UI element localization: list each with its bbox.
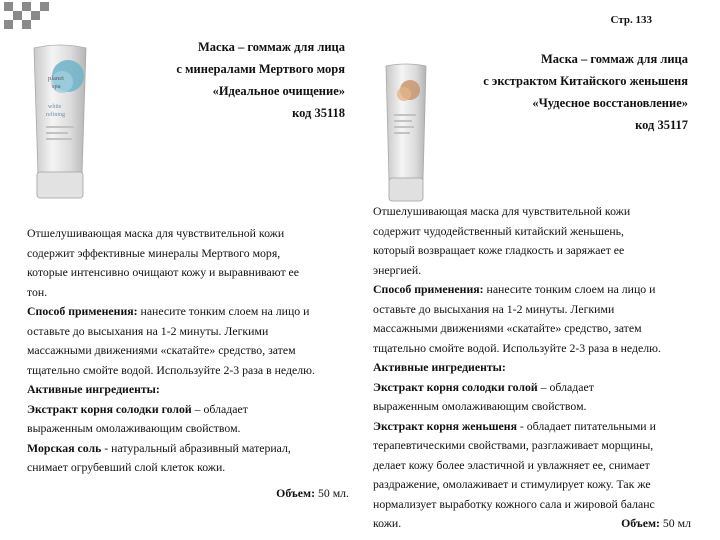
product-tube-image-ginseng	[380, 62, 432, 204]
description-line	[373, 202, 691, 222]
line-text: нанесите тонким слоем на лицо и	[483, 282, 656, 296]
bold-label: Способ применения:	[27, 304, 138, 318]
line-text: содержит эффективные минералы Мертвого моря,	[27, 245, 281, 260]
page-number: Стр. 133	[610, 14, 652, 26]
line-text: выраженным омолаживающим свойством.	[373, 399, 587, 413]
bold-label: Способ применения:	[373, 282, 484, 296]
line-text: содержит чудодейственный китайский женьшень,	[373, 223, 624, 238]
description-line	[27, 400, 349, 420]
line-text: тон.	[27, 284, 48, 299]
line-text: – обладает	[537, 379, 594, 394]
line-text: Отшелушивающая маска для чувствительной кожи	[373, 204, 631, 218]
description-line	[27, 244, 349, 264]
description-line	[373, 378, 691, 398]
line-text: оставьте до высыхания на 1-2 минуты. Легкими	[27, 323, 269, 338]
product-left-title	[105, 36, 345, 124]
description-line	[373, 417, 691, 437]
line-text: массажными движениями «скатайте» средство, затем	[373, 321, 642, 335]
product-right-title-line-2: с экстрактом Китайского женьшеня	[483, 74, 688, 88]
product-left-description	[27, 224, 349, 503]
description-line	[373, 436, 691, 456]
description-line	[373, 495, 691, 515]
volume-label: Объем:	[276, 485, 315, 500]
description-line	[373, 339, 691, 359]
description-line	[373, 241, 691, 261]
description-line	[27, 419, 349, 439]
product-left-title-line-1: Маска – гоммаж для лица	[197, 40, 345, 54]
volume-value: 50 мл	[659, 516, 691, 530]
tube-label-line-1: planet	[48, 75, 64, 82]
line-text: - обладает питательными и	[516, 418, 656, 433]
description-line	[27, 341, 349, 361]
line-text: нанесите тонким слоем на лицо и	[137, 304, 310, 318]
description-line	[373, 475, 691, 495]
bold-label: Активные ингредиенты:	[373, 360, 506, 374]
line-text: – обладает	[191, 401, 248, 416]
volume-label: Объем:	[621, 516, 660, 530]
line-text: тщательно смойте водой. Используйте 2-3 раза в неделю.	[27, 362, 315, 377]
description-line	[27, 380, 349, 400]
tube-label-line-2: spa	[52, 83, 61, 90]
description-line	[373, 300, 691, 320]
product-right-title	[428, 48, 688, 136]
product-right-title-line-3: «Чудесное восстановление»	[532, 96, 688, 110]
description-line	[373, 358, 691, 378]
line-text: энергией.	[373, 262, 422, 277]
line-text: делает кожу более эластичной и увлажняет ее, снимает	[373, 457, 650, 472]
description-line	[27, 283, 349, 303]
product-tube-image-dead-sea	[24, 42, 96, 202]
bold-label: Экстракт корня солодки голой	[27, 401, 192, 416]
line-text: оставьте до высыхания на 1-2 минуты. Легкими	[373, 301, 615, 316]
line-text: Отшелушивающая маска для чувствительной кожи	[27, 226, 285, 240]
line-text: - натуральный абразивный материал,	[101, 440, 291, 455]
bold-label: Экстракт корня солодки голой	[373, 379, 538, 394]
description-line	[373, 319, 691, 339]
line-text: нормализует выработку кожного сала и жировой баланс	[373, 496, 655, 511]
volume-line	[373, 514, 691, 534]
line-text: раздражение, омолаживает и стимулирует кожу. Так же	[373, 477, 651, 491]
line-text: тщательно смойте водой. Используйте 2-3 раза в неделю.	[373, 340, 661, 355]
product-right-title-line-1: Маска – гоммаж для лица	[540, 52, 688, 66]
line-text: терапевтическими свойствами, разглаживает морщины,	[373, 438, 654, 452]
description-line	[27, 361, 349, 381]
description-line	[373, 261, 691, 281]
bold-label: Морская соль	[27, 440, 102, 455]
bold-label: Активные ингредиенты:	[27, 382, 160, 396]
description-line	[27, 224, 349, 244]
bold-label: Экстракт корня женьшеня	[373, 418, 517, 433]
product-right-code: код 35117	[635, 118, 688, 132]
line-text: выраженным омолаживающим свойством.	[27, 421, 241, 435]
tube-label-line-4: refining	[46, 112, 65, 118]
line-text: который возвращает коже гладкость и заряжает ее	[373, 243, 625, 257]
line-text: которые интенсивно очищают кожу и выравнивают ее	[27, 265, 300, 279]
volume-value: 50 мл.	[315, 485, 349, 500]
description-line	[373, 222, 691, 242]
description-line	[373, 397, 691, 417]
product-left-title-line-2: с минералами Мертвого моря	[176, 62, 345, 76]
line-text: снимает огрубевший слой клеток кожи.	[27, 460, 226, 474]
description-line	[27, 322, 349, 342]
line-text: массажными движениями «скатайте» средство, затем	[27, 343, 296, 357]
product-left-title-line-3: «Идеальное очищение»	[212, 84, 345, 98]
tube-label-line-3: white	[48, 104, 62, 110]
description-line	[27, 302, 349, 322]
last-line-text: кожи.	[373, 516, 402, 530]
volume-line	[27, 484, 349, 504]
product-right-description	[373, 202, 691, 534]
description-line	[373, 280, 691, 300]
corner-decoration	[0, 0, 60, 30]
description-line	[27, 439, 349, 459]
description-line	[373, 456, 691, 476]
description-line	[27, 458, 349, 478]
description-line	[27, 263, 349, 283]
product-left-code: код 35118	[292, 106, 345, 120]
